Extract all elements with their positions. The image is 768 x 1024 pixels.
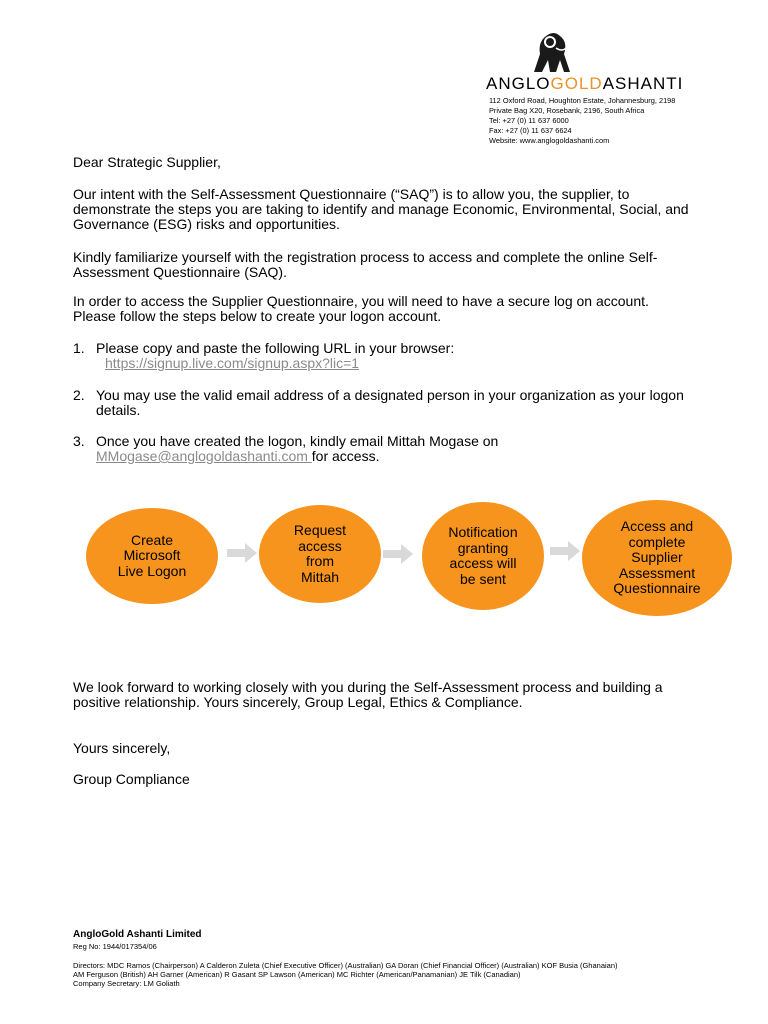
address-line: Private Bag X20, Rosebank, 2196, South Africa	[489, 105, 645, 115]
flow-arrow-icon	[550, 541, 580, 561]
email-link[interactable]: MMogase@anglogoldashanti.com	[96, 448, 312, 464]
step-number: 3.	[73, 433, 85, 449]
footer-directors: AM Ferguson (British) AH Garner (American) R Gasant SP Lawson (American) MC Richter (American/Panamanian) JE Tilk (Canadian)	[73, 970, 521, 979]
flow-node-create-logon: Create Microsoft Live Logon	[86, 508, 218, 604]
flow-arrow-icon	[383, 544, 413, 564]
signature: Group Compliance	[73, 771, 190, 787]
flow-node-request-access: Request access from Mittah	[259, 505, 381, 603]
flow-arrow-icon	[227, 543, 257, 563]
company-address	[489, 96, 675, 146]
closing-paragraph: We look forward to working closely with you during the Self-Assessment process and building a positive relationship. Yours sincerely, Group Legal, Ethics & Compliance.	[73, 679, 663, 711]
step-number: 2.	[73, 387, 85, 403]
flow-node-notification: Notification granting access will be sent	[422, 502, 544, 610]
address-line: 112 Oxford Road, Houghton Estate, Johannesburg, 2198	[489, 96, 676, 105]
step-text: Once you have created the logon, kindly email Mittah Mogase on	[96, 433, 499, 449]
footer-reg-no: Reg No: 1944/017354/06	[73, 942, 157, 951]
phone-line: Tel: +27 (0) 11 637 6000	[489, 115, 569, 125]
flow-node-access-questionnaire: Access and complete Supplier Assessment Questionnaire	[582, 500, 732, 616]
email-suffix: for access.	[311, 448, 380, 464]
intro-paragraph: Our intent with the Self-Assessment Questionnaire (“SAQ”) is to allow you, the supplier, to demonstrate the steps you are taking to identify and manage Economic, Environmental, Social, and Governance (ESG) risks and opportunities.	[73, 186, 689, 233]
website-line: Website: www.anglogoldashanti.com	[489, 135, 610, 145]
footer-secretary: Company Secretary: LM Goliath	[73, 979, 180, 988]
brand-wordmark: ANGLOGOLDASHANTI	[486, 74, 684, 93]
registration-paragraph: Kindly familiarize yourself with the registration process to access and complete the online Self-Assessment Questionnaire (SAQ).	[73, 249, 658, 281]
step-text: Please copy and paste the following URL in your browser:	[96, 340, 455, 356]
salutation: Dear Strategic Supplier,	[73, 154, 221, 170]
lion-logo-icon	[526, 30, 576, 74]
fax-line: Fax: +27 (0) 11 637 6624	[489, 125, 572, 135]
signoff: Yours sincerely,	[73, 740, 171, 756]
step-text: You may use the valid email address of a designated person in your organization as your logon details.	[96, 387, 684, 419]
access-paragraph: In order to access the Supplier Questionnaire, you will need to have a secure log on account. Please follow the steps below to create your logon account.	[73, 293, 649, 325]
signup-url-link[interactable]: https://signup.live.com/signup.aspx?lic=1	[105, 355, 360, 371]
footer-company-name: AngloGold Ashanti Limited	[73, 929, 202, 940]
footer-directors: Directors: MDC Ramos (Chairperson) A Calderon Zuleta (Chief Executive Officer) (Australian) GA Doran (Chief Financial Officer) (Australian) KOF Busia (Ghanaian)	[73, 961, 618, 970]
email-line	[96, 449, 379, 464]
step-number: 1.	[73, 340, 85, 356]
